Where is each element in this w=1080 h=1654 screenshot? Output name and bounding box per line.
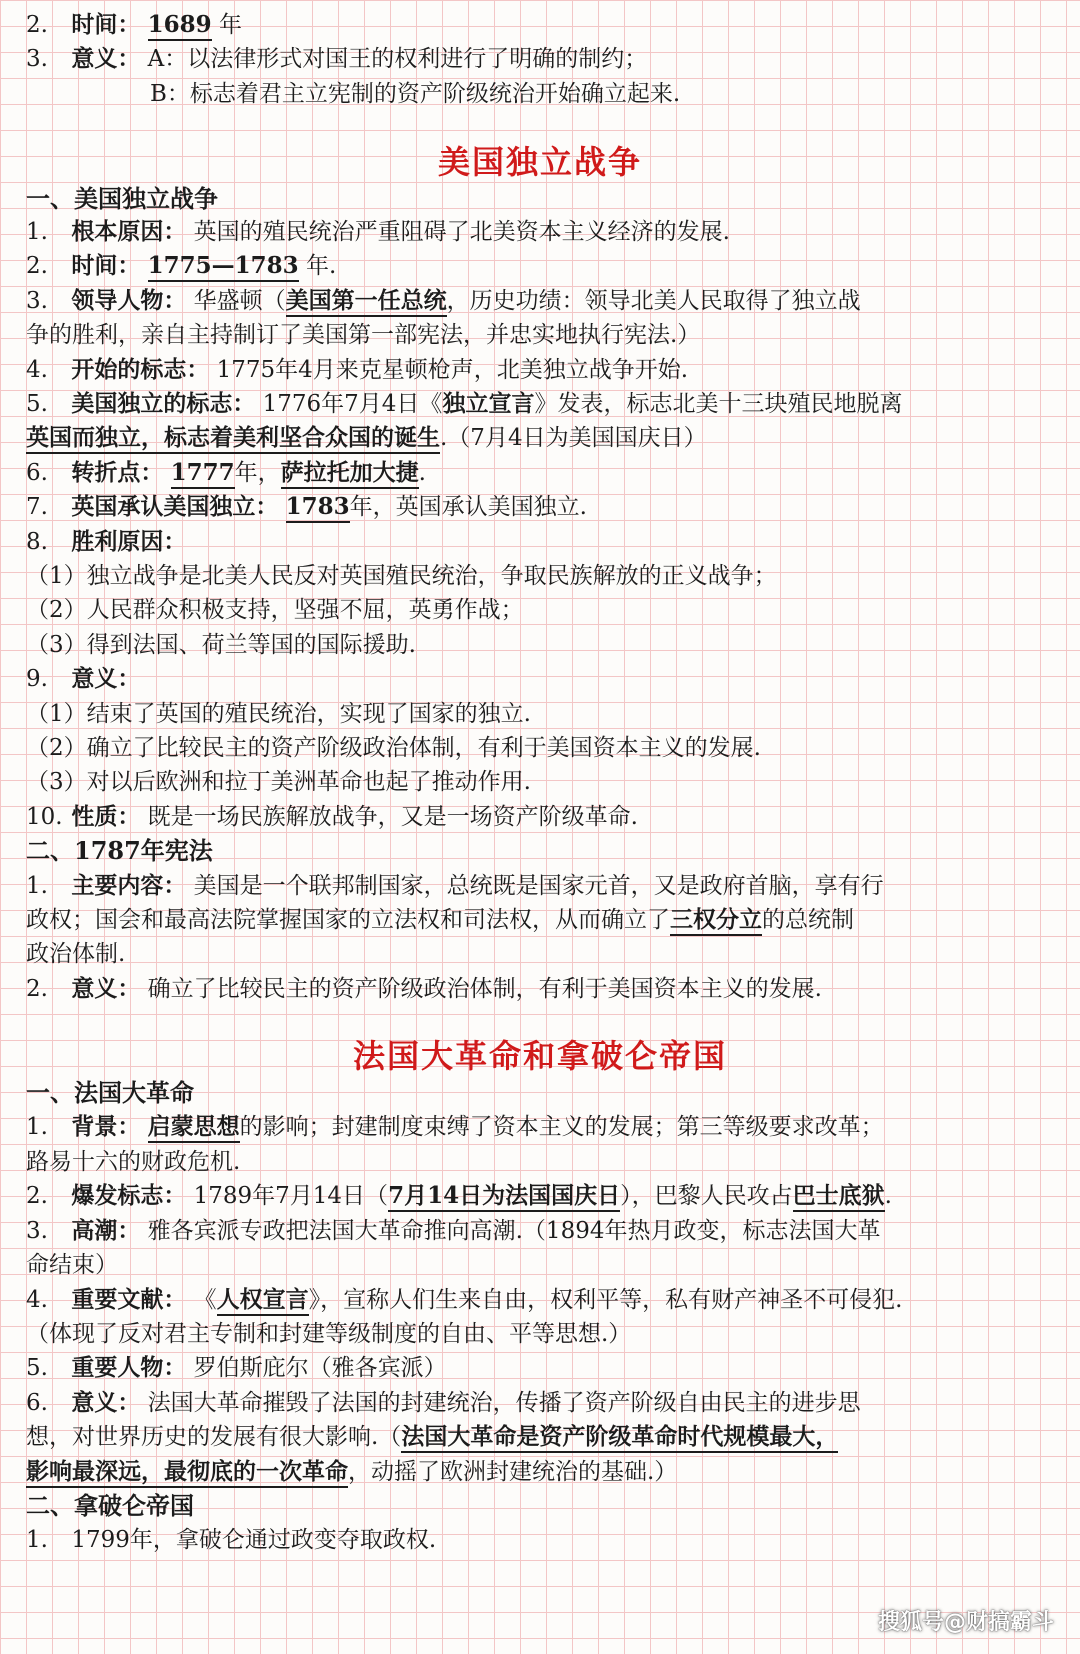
sub-item: （3）对以后欧洲和拉丁美洲革命也起了推动作用. <box>26 769 531 795</box>
sub-item: （1）独立战争是北美人民反对英国殖民统治，争取民族解放的正义战争； <box>26 563 777 589</box>
list-item-continued: 路易十六的财政危机. <box>26 1149 241 1175</box>
section-title-american-war: 美国独立战争 <box>437 143 642 181</box>
list-item: 1. 1799年，拿破仑通过政变夺取政权. <box>26 1527 437 1553</box>
list-item: 5. 美国独立的标志： 1776年7月4日《独立宣言》发表，标志北美十三块殖民地脱离 <box>26 390 903 417</box>
list-item-continued: （体现了反对君主专制和封建等级制度的自由、平等思想.） <box>26 1321 632 1347</box>
subsection-title: 二、拿破仑帝国 <box>26 1491 194 1520</box>
sub-item: （2）人民群众积极支持，坚强不屈，英勇作战； <box>26 597 524 623</box>
list-item: 5. 重要人物： 罗伯斯庇尔（雅各宾派） <box>26 1354 447 1381</box>
list-item-continued: 政权；国会和最高法院掌握国家的立法权和司法权，从而确立了三权分立的总统制 <box>26 903 1056 937</box>
list-item-continued: 想，对世界历史的发展有很大影响.（法国大革命是资产阶级革命时代规模最大， <box>26 1420 1056 1454</box>
list-item-continued: 英国而独立，标志着美利坚合众国的诞生.（7月4日为美国国庆日） <box>26 421 1056 455</box>
list-item: 1. 主要内容： 美国是一个联邦制国家，总统既是国家元首，又是政府首脑，享有行 <box>26 872 884 899</box>
list-item-continued: 影响最深远，最彻底的一次革命，动摇了欧洲封建统治的基础.） <box>26 1455 1056 1489</box>
list-item: 2. 爆发标志： 1789年7月14日（7月14日为法国国庆日），巴黎人民攻占巴士底狱. <box>26 1179 1056 1213</box>
list-item: 10. 性质： 既是一场民族解放战争，又是一场资产阶级革命. <box>26 803 638 830</box>
subsection-title: 一、法国大革命 <box>26 1078 194 1107</box>
list-item: 6. 意义： 法国大革命摧毁了法国的封建统治，传播了资产阶级自由民主的进步思 <box>26 1389 861 1416</box>
list-item-continued: 争的胜利，亲自主持制订了美国第一部宪法，并忠实地执行宪法.） <box>26 322 701 348</box>
list-item: 9. 意义： <box>26 665 141 692</box>
list-item-continued: 命结束） <box>26 1252 118 1278</box>
sub-item: （3）得到法国、荷兰等国的国际援助. <box>26 632 416 658</box>
subsection-title: 一、美国独立战争 <box>26 184 218 213</box>
list-item: 1. 背景： 启蒙思想的影响；封建制度束缚了资本主义的发展；第三等级要求改革； <box>26 1110 1056 1144</box>
subsection-title: 二、1787年宪法 <box>26 836 213 865</box>
list-item: 7. 英国承认美国独立： 1783年，英国承认美国独立. <box>26 490 1056 524</box>
top-item-2: 2. 时间： 1689 年 <box>26 8 1056 42</box>
list-item: 4. 开始的标志： 1775年4月来克星顿枪声，北美独立战争开始. <box>26 356 689 383</box>
list-item: 6. 转折点： 1777年，萨拉托加大捷. <box>26 456 1056 490</box>
watermark: 搜狐号@财搞霸斗 <box>877 1610 1054 1635</box>
top-item-3-b: B：标志着君主立宪制的资产阶级统治开始确立起来. <box>150 81 681 107</box>
list-item: 4. 重要文献： 《人权宣言》，宣称人们生来自由，权利平等，私有财产神圣不可侵犯. <box>26 1283 1056 1317</box>
section-title-french-revolution: 法国大革命和拿破仑帝国 <box>352 1037 727 1075</box>
sub-item: （1）结束了英国的殖民统治，实现了国家的独立. <box>26 701 531 727</box>
list-item: 8. 胜利原因： <box>26 528 187 555</box>
list-item: 2. 意义： 确立了比较民主的资产阶级政治体制，有利于美国资本主义的发展. <box>26 975 822 1002</box>
list-item-continued: 政治体制. <box>26 941 126 967</box>
list-item: 1. 根本原因： 英国的殖民统治严重阻碍了北美资本主义经济的发展. <box>26 218 730 245</box>
sub-item: （2）确立了比较民主的资产阶级政治体制，有利于美国资本主义的发展. <box>26 735 761 761</box>
list-item: 2. 时间： 1775—1783 年. <box>26 249 1056 283</box>
list-item: 3. 领导人物： 华盛顿（美国第一任总统，历史功绩：领导北美人民取得了独立战 <box>26 284 1056 318</box>
list-item: 3. 高潮： 雅各宾派专政把法国大革命推向高潮.（1894年热月政变，标志法国大革 <box>26 1217 881 1244</box>
top-item-3: 3. 意义： A：以法律形式对国王的权利进行了明确的制约； <box>26 45 648 72</box>
